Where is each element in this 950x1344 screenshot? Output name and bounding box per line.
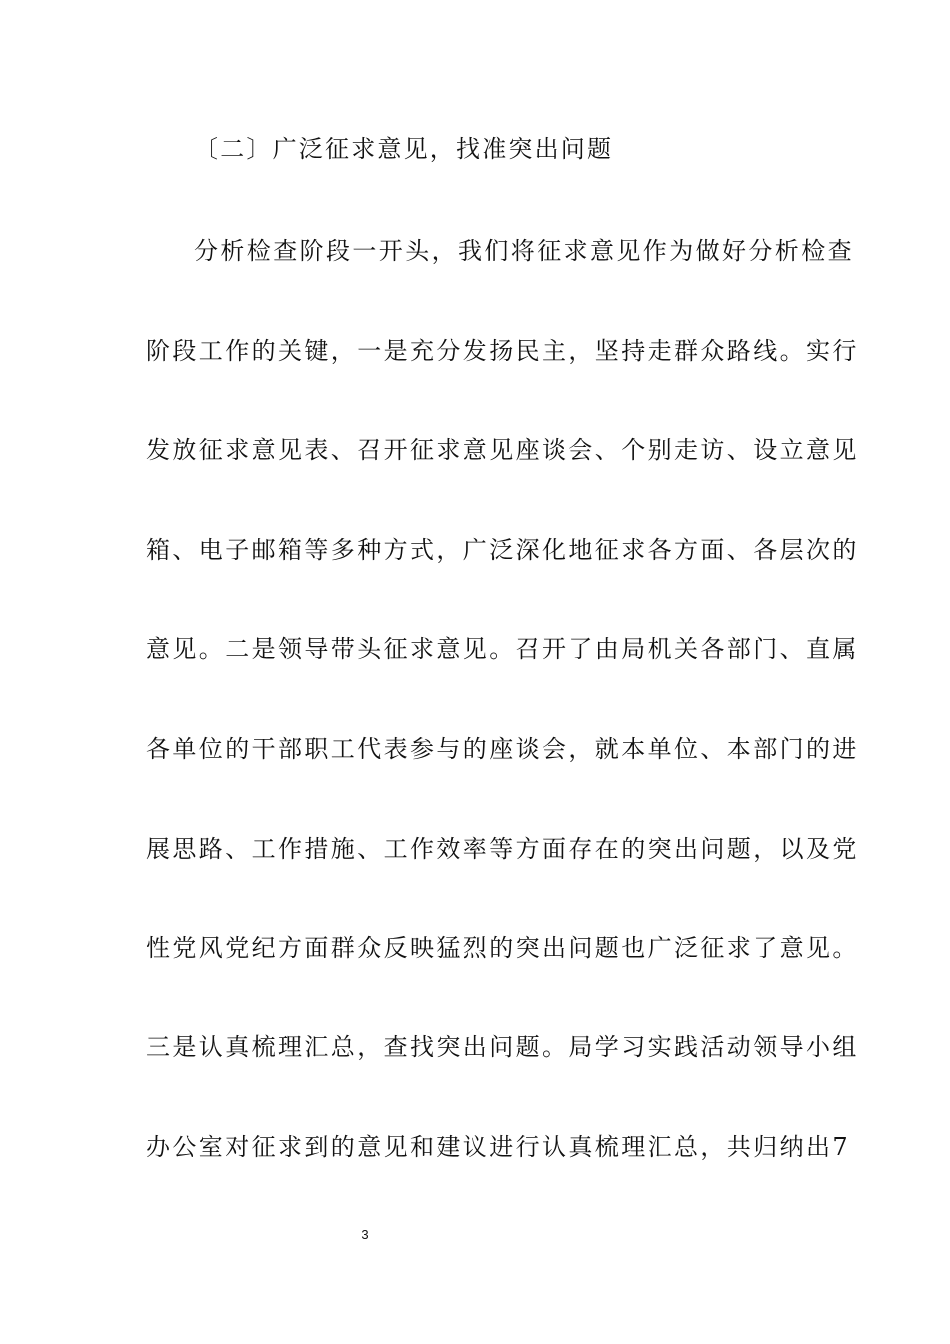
- paragraph-line-7: 展思路、工作措施、工作效率等方面存在的突出问题，以及党: [146, 835, 859, 863]
- page-number: 3: [361, 1227, 369, 1242]
- paragraph-line-10: 办公室对征求到的意见和建议进行认真梳理汇总，共归纳出7: [146, 1133, 851, 1161]
- paragraph-line-3: 发放征求意见表、召开征求意见座谈会、个别走访、设立意见: [146, 436, 859, 464]
- paragraph-line-4: 箱、电子邮箱等多种方式，广泛深化地征求各方面、各层次的: [146, 536, 859, 564]
- paragraph-line-5: 意见。二是领导带头征求意见。召开了由局机关各部门、直属: [146, 635, 859, 663]
- paragraph-line-8: 性党风党纪方面群众反映猛烈的突出问题也广泛征求了意见。: [146, 934, 859, 962]
- section-heading: 〔二〕广泛征求意见，找准突出问题: [194, 135, 614, 163]
- paragraph-line-6: 各单位的干部职工代表参与的座谈会，就本单位、本部门的进: [146, 735, 859, 763]
- paragraph-line-2: 阶段工作的关键，一是充分发扬民主，坚持走群众路线。实行: [146, 337, 859, 365]
- paragraph-line-9: 三是认真梳理汇总，查找突出问题。局学习实践活动领导小组: [146, 1033, 859, 1061]
- paragraph-line-1: 分析检查阶段一开头，我们将征求意见作为做好分析检查: [194, 237, 854, 265]
